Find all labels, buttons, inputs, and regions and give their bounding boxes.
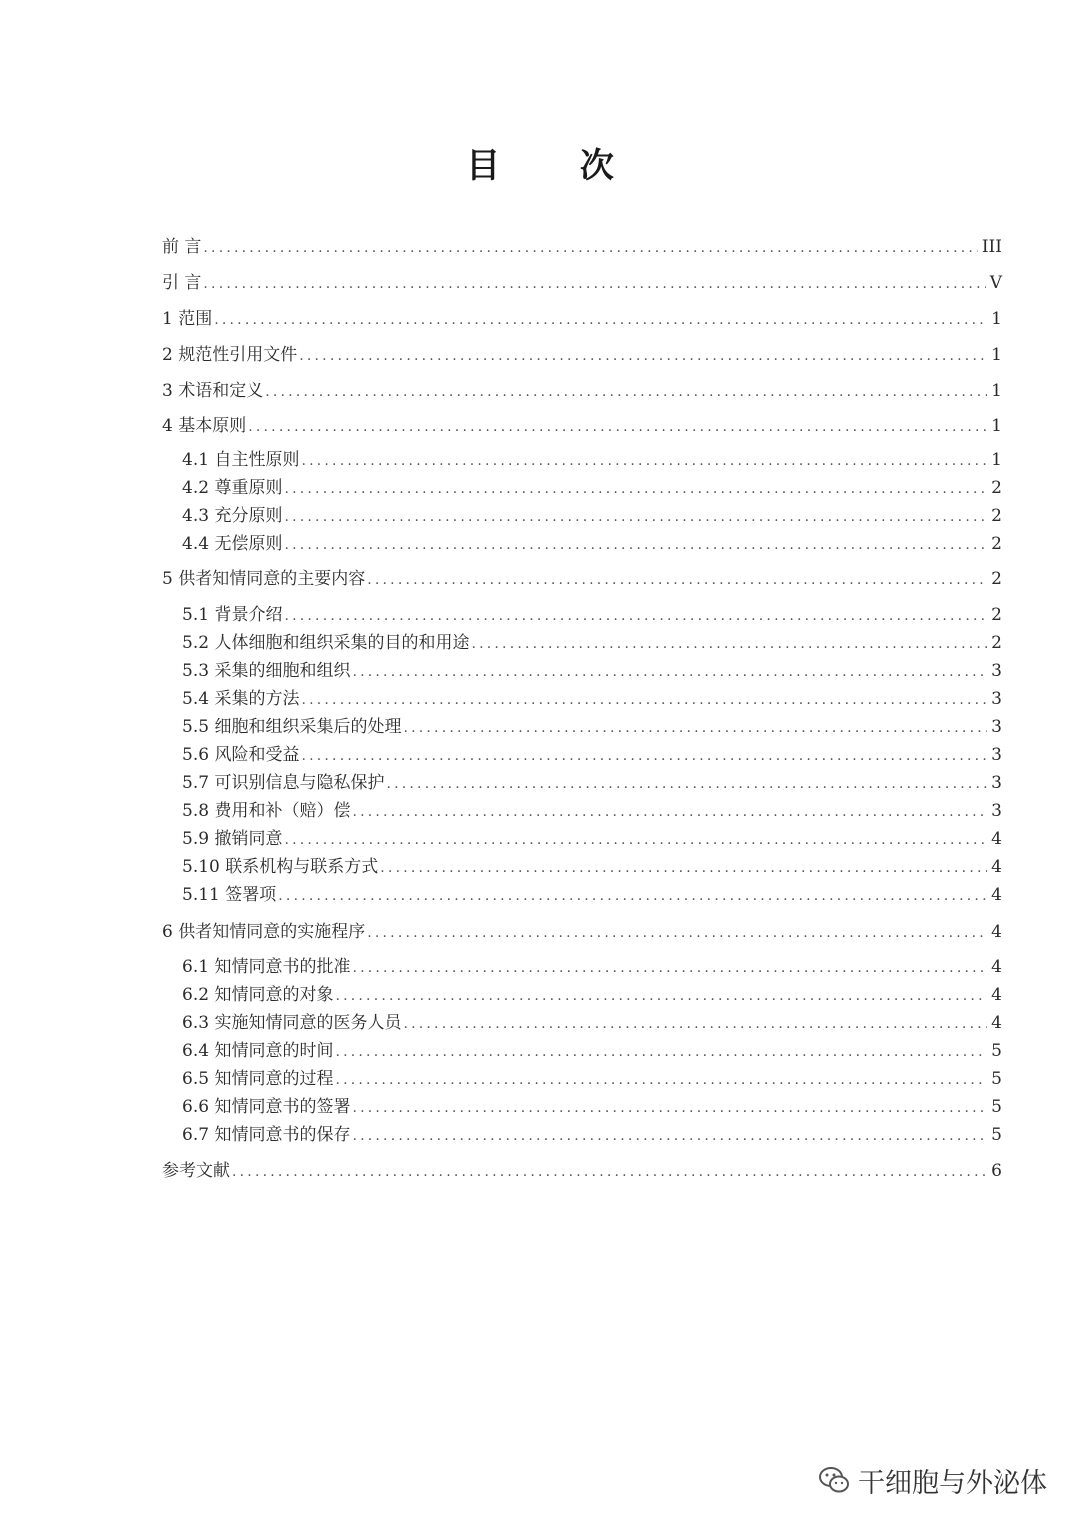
toc-entry-label: 5.7 可识别信息与隐私保护 [182, 773, 385, 793]
toc-leader [352, 1098, 987, 1118]
toc-leader [352, 802, 987, 822]
toc-entry-label: 6.6 知情同意书的签署 [182, 1097, 351, 1117]
toc-entry-label: 4.4 无偿原则 [182, 534, 283, 554]
watermark [818, 1460, 1047, 1500]
toc-entry-label: 5.9 撤销同意 [182, 829, 283, 849]
toc-entry-label: 1 范围 [162, 309, 213, 329]
toc-entry-label: 6.5 知情同意的过程 [182, 1069, 334, 1089]
toc-entry-page: 3 [991, 717, 1002, 737]
toc-subentry[interactable] [182, 980, 1002, 1006]
watermark-text: 干细胞与外泌体 [858, 1467, 1047, 1499]
toc-entry-page: III [981, 237, 1002, 257]
toc-subentry[interactable] [182, 880, 1002, 906]
toc-subentry[interactable] [182, 1036, 1002, 1062]
toc-leader [301, 690, 987, 710]
toc-subentry[interactable] [182, 1064, 1002, 1090]
toc-entry-label: 6.3 实施知情同意的医务人员 [182, 1013, 402, 1033]
toc-entry-page: 3 [991, 689, 1002, 709]
toc-leader [471, 634, 987, 654]
toc-entry-page: 2 [991, 605, 1002, 625]
toc-entry-label: 6.7 知情同意书的保存 [182, 1125, 351, 1145]
toc-leader [352, 958, 987, 978]
toc-entry-page: 1 [991, 450, 1002, 470]
toc-entry-label: 引 言 [162, 273, 202, 293]
toc-entry-label: 6 供者知情同意的实施程序 [162, 922, 366, 942]
toc-leader [403, 1014, 987, 1034]
toc-entry-page: 2 [991, 506, 1002, 526]
toc-leader [367, 923, 987, 943]
toc-entry-page: 5 [991, 1097, 1002, 1117]
toc-subentry[interactable] [182, 768, 1002, 794]
toc-entry-page: 6 [991, 1161, 1002, 1181]
toc-entry-page: 2 [991, 633, 1002, 653]
toc-entry-page: 1 [991, 309, 1002, 329]
toc-leader [299, 346, 987, 366]
toc-subentry[interactable] [182, 712, 1002, 738]
wechat-icon [818, 1464, 850, 1496]
toc-subentry[interactable] [182, 628, 1002, 654]
toc-entry-page: 1 [991, 416, 1002, 436]
toc-entry-label: 5 供者知情同意的主要内容 [162, 569, 366, 589]
toc-entry-page: 5 [991, 1069, 1002, 1089]
toc-leader [367, 570, 987, 590]
toc-entry-label: 5.11 签署项 [182, 885, 277, 905]
toc-entry[interactable] [162, 411, 1002, 437]
toc-subentry[interactable] [182, 600, 1002, 626]
toc-leader [232, 1162, 987, 1182]
toc-entry-label: 5.1 背景介绍 [182, 605, 283, 625]
toc-entry-label: 2 规范性引用文件 [162, 345, 298, 365]
toc-entry-page: 4 [991, 857, 1002, 877]
toc-leader [380, 858, 987, 878]
toc-subentry[interactable] [182, 445, 1002, 471]
toc-entry[interactable] [162, 340, 1002, 366]
toc-entry-label: 5.2 人体细胞和组织采集的目的和用途 [182, 633, 470, 653]
toc-subentry[interactable] [182, 501, 1002, 527]
toc-subentry[interactable] [182, 952, 1002, 978]
toc-leader [403, 718, 987, 738]
toc-entry-page: V [989, 273, 1002, 293]
toc-entry-label: 6.2 知情同意的对象 [182, 985, 334, 1005]
toc-subentry[interactable] [182, 852, 1002, 878]
toc-subentry[interactable] [182, 824, 1002, 850]
toc-entry-label: 4.2 尊重原则 [182, 478, 283, 498]
toc-entry-label: 5.8 费用和补（赔）偿 [182, 801, 351, 821]
toc-entry-page: 4 [991, 885, 1002, 905]
toc-entry-page: 3 [991, 801, 1002, 821]
toc-entry[interactable] [162, 304, 1002, 330]
toc-subentry[interactable] [182, 684, 1002, 710]
toc-entry-label: 参考文献 [162, 1161, 230, 1181]
toc-leader [301, 451, 987, 471]
toc-leader [203, 274, 985, 294]
toc-subentry[interactable] [182, 656, 1002, 682]
page-title: 目 次 [466, 146, 648, 186]
toc-entry-label: 6.4 知情同意的时间 [182, 1041, 334, 1061]
toc-entry-page: 4 [991, 957, 1002, 977]
toc-leader [278, 886, 987, 906]
toc-subentry[interactable] [182, 473, 1002, 499]
toc-subentry[interactable] [182, 529, 1002, 555]
toc-entry-page: 4 [991, 922, 1002, 942]
toc-leader [284, 535, 987, 555]
toc-entry-page: 2 [991, 478, 1002, 498]
toc-entry-label: 5.5 细胞和组织采集后的处理 [182, 717, 402, 737]
toc-entry-page: 1 [991, 345, 1002, 365]
toc-entry-label: 4.1 自主性原则 [182, 450, 300, 470]
toc-entry[interactable] [162, 1156, 1002, 1182]
toc-leader [203, 238, 977, 258]
toc-leader [335, 1070, 987, 1090]
toc-subentry[interactable] [182, 1008, 1002, 1034]
toc-leader [335, 1042, 987, 1062]
toc-leader [284, 606, 987, 626]
toc-leader [265, 382, 987, 402]
toc-entry[interactable] [162, 376, 1002, 402]
toc-entry-label: 前 言 [162, 237, 202, 257]
toc-leader [284, 507, 987, 527]
toc-entry-page: 3 [991, 661, 1002, 681]
toc-entry-label: 5.3 采集的细胞和组织 [182, 661, 351, 681]
toc-leader [335, 986, 987, 1006]
toc-entry-label: 5.6 风险和受益 [182, 745, 300, 765]
toc-entry-label: 5.4 采集的方法 [182, 689, 300, 709]
toc-entry-page: 2 [991, 534, 1002, 554]
toc-entry-label: 4 基本原则 [162, 416, 247, 436]
toc-entry-page: 4 [991, 829, 1002, 849]
toc-leader [352, 1126, 987, 1146]
toc-entry-label: 3 术语和定义 [162, 381, 264, 401]
toc-entry[interactable] [162, 232, 1002, 258]
toc-leader [214, 310, 987, 330]
toc-entry-page: 2 [991, 569, 1002, 589]
toc-leader [301, 746, 987, 766]
toc-leader [284, 830, 987, 850]
toc-entry-label: 6.1 知情同意书的批准 [182, 957, 351, 977]
toc-entry-page: 1 [991, 381, 1002, 401]
toc-entry[interactable] [162, 564, 1002, 590]
toc-entry-page: 5 [991, 1125, 1002, 1145]
toc-subentry[interactable] [182, 1120, 1002, 1146]
toc-leader [352, 662, 987, 682]
toc-entry-label: 4.3 充分原则 [182, 506, 283, 526]
toc-leader [284, 479, 987, 499]
toc-entry[interactable] [162, 268, 1002, 294]
toc-subentry[interactable] [182, 796, 1002, 822]
toc-leader [386, 774, 987, 794]
toc-entry-page: 3 [991, 773, 1002, 793]
toc-subentry[interactable] [182, 740, 1002, 766]
toc-entry[interactable] [162, 917, 1002, 943]
toc-entry-label: 5.10 联系机构与联系方式 [182, 857, 379, 877]
toc-entry-page: 3 [991, 745, 1002, 765]
toc-leader [248, 417, 987, 437]
toc-entry-page: 4 [991, 1013, 1002, 1033]
toc-entry-page: 5 [991, 1041, 1002, 1061]
toc-entry-page: 4 [991, 985, 1002, 1005]
toc-subentry[interactable] [182, 1092, 1002, 1118]
